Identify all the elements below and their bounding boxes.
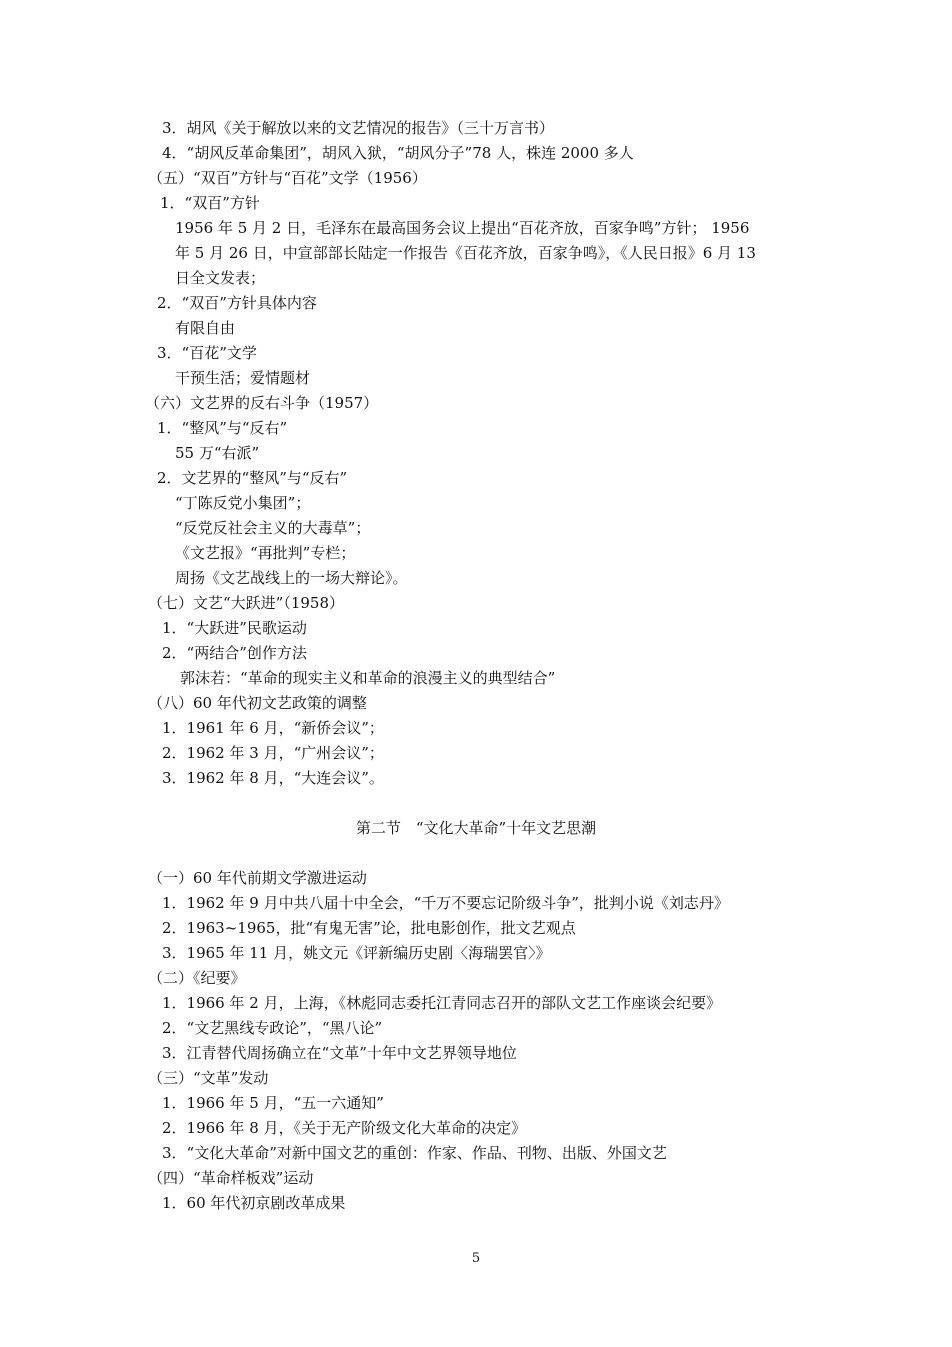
page-number: 5 [471, 1251, 481, 1266]
section-heading: （一）60 年代前期文学激进运动 [148, 869, 367, 887]
section-heading: （二）《纪要》 [148, 969, 246, 987]
section-heading: （八）60 年代初文艺政策的调整 [148, 694, 367, 712]
chapter-section-title: 第二节 “文化大革命”十年文艺思潮 [355, 819, 597, 837]
list-item: 1．1966 年 2 月，上海，《林彪同志委托江青同志召开的部队文艺工作座谈会纪要》 [162, 994, 722, 1012]
paragraph-line: “丁陈反党小集团”； [175, 494, 311, 512]
paragraph-line: 周扬《文艺战线上的一场大辩论》。 [175, 569, 408, 587]
list-item: 2．文艺界的“整风”与“反右” [157, 469, 348, 487]
list-item: 3．江青替代周扬确立在“文革”十年中文艺界领导地位 [162, 1044, 517, 1062]
section-heading: （三）“文革”发动 [148, 1069, 269, 1087]
paragraph-line: “反党反社会主义的大毒草”； [175, 519, 371, 537]
list-item: 2．1966 年 8 月，《关于无产阶级文化大革命的决定》 [162, 1119, 527, 1137]
paragraph-line: 年 5 月 26 日，中宣部部长陆定一作报告《百花齐放，百家争鸣》，《人民日报》6 月 13 [175, 244, 756, 262]
list-item: 1．1961 年 6 月，“新侨会议”； [162, 719, 384, 737]
paragraph-line: 55 万“右派” [175, 444, 260, 462]
list-item: 2．1962 年 3 月，“广州会议”； [162, 744, 384, 762]
list-item: 2．“双百”方针具体内容 [157, 294, 317, 312]
list-item: 3．1962 年 8 月，“大连会议”。 [162, 769, 384, 787]
list-item: 3．1965 年 11 月，姚文元《评新编历史剧〈海瑞罢官〉》 [162, 944, 551, 962]
paragraph-line: 郭沫若：“革命的现实主义和革命的浪漫主义的典型结合” [180, 669, 556, 687]
list-item: 1．“整风”与“反右” [157, 419, 288, 437]
list-item: 3．“文化大革命”对新中国文艺的重创：作家、作品、刊物、出版、外国文艺 [162, 1144, 667, 1162]
list-item: 3．胡风《关于解放以来的文艺情况的报告》（三十万言书） [162, 119, 555, 137]
list-item: 1．“大跃进”民歌运动 [162, 619, 307, 637]
list-item: 3．“百花”文学 [157, 344, 257, 362]
list-item: 1．1966 年 5 月，“五一六通知” [162, 1094, 384, 1112]
list-item: 4．“胡风反革命集团”，胡风入狱，“胡风分子”78 人，株连 2000 多人 [162, 144, 634, 162]
list-item: 1．60 年代初京剧改革成果 [162, 1194, 346, 1212]
list-item: 1．“双百”方针 [160, 194, 260, 212]
list-item: 2．“文艺黑线专政论”，“黑八论” [162, 1019, 383, 1037]
paragraph-line: 有限自由 [175, 319, 236, 337]
list-item: 2．1963~1965，批“有鬼无害”论，批电影创作，批文艺观点 [162, 919, 576, 937]
paragraph-line: 干预生活；爱情题材 [175, 369, 311, 387]
paragraph-line: 1956 年 5 月 2 日，毛泽东在最高国务会议上提出“百花齐放，百家争鸣”方针； 1956 [175, 219, 750, 237]
section-heading: （七）文艺“大跃进”（1958） [148, 594, 345, 612]
list-item: 1．1962 年 9 月中共八届十中全会，“千万不要忘记阶级斗争”，批判小说《刘志丹》 [162, 894, 729, 912]
paragraph-line: 《文艺报》“再批判”专栏； [175, 544, 356, 562]
section-heading: （四）“革命样板戏”运动 [148, 1169, 314, 1187]
list-item: 2．“两结合”创作方法 [162, 644, 307, 662]
paragraph-line: 日全文发表； [175, 269, 266, 287]
section-heading: （五）“双百”方针与“百花”文学（1956） [148, 169, 427, 187]
section-heading: （六）文艺界的反右斗争（1957） [145, 394, 379, 412]
